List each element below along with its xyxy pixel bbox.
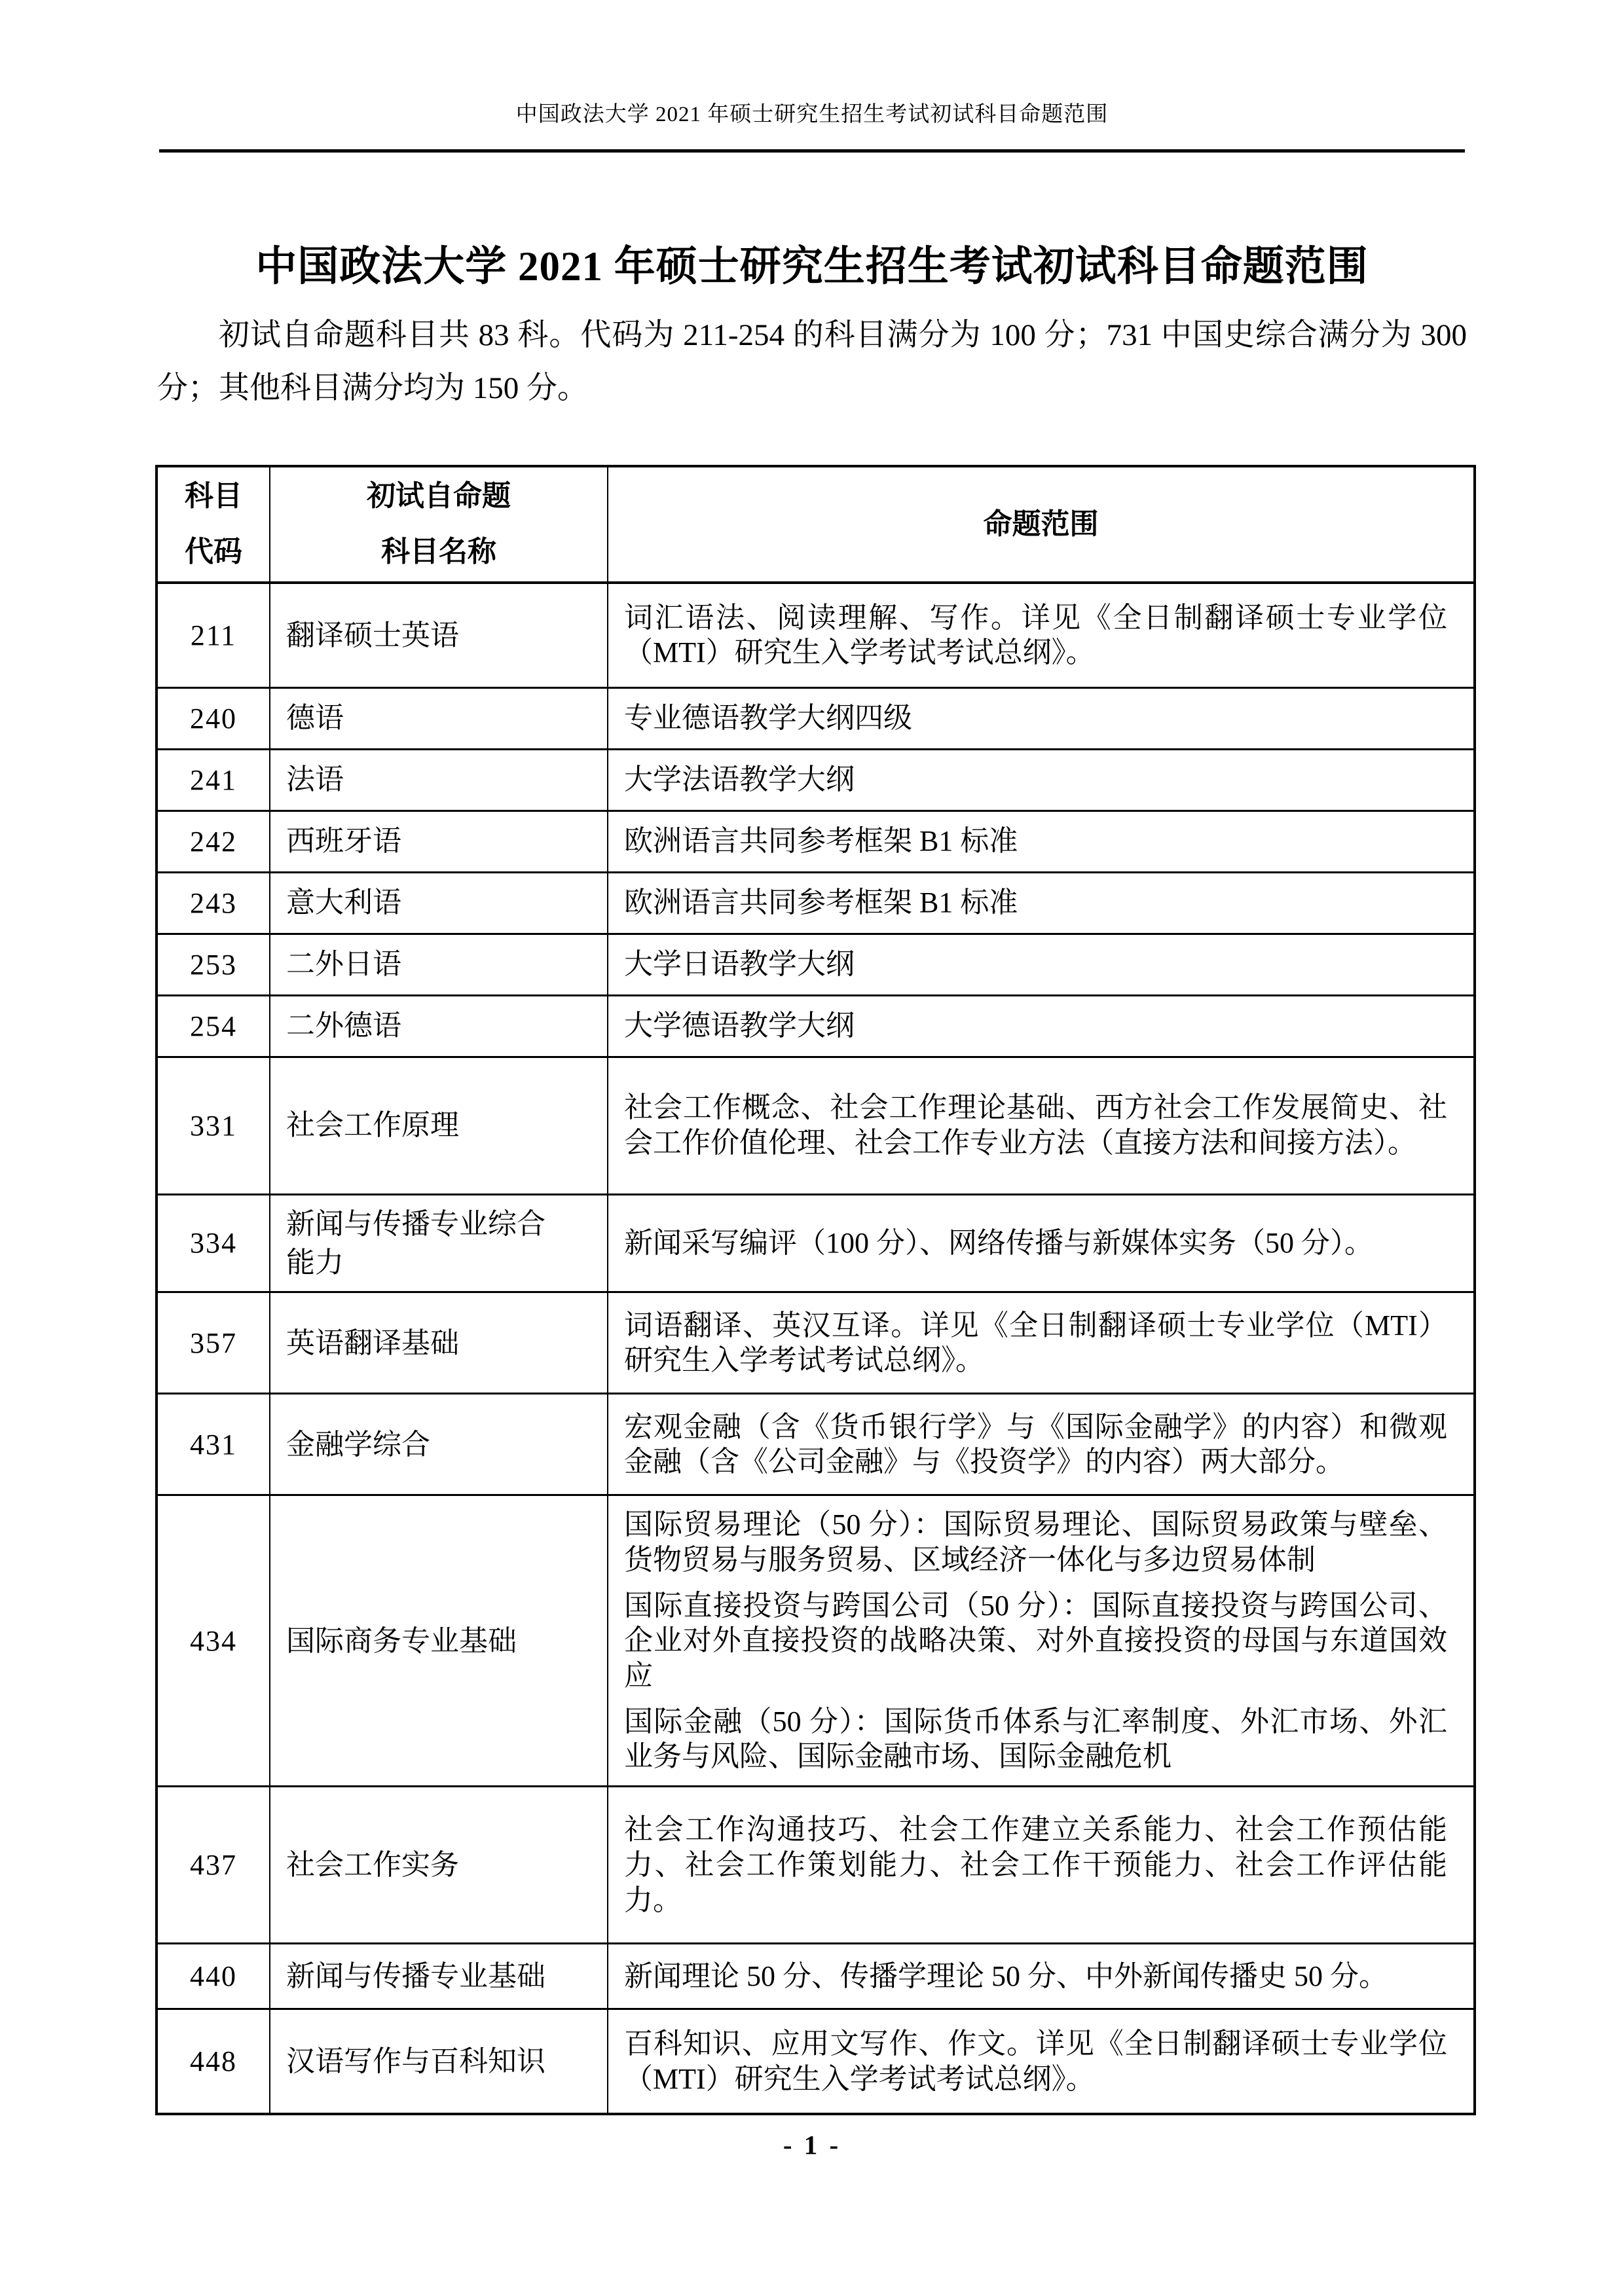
table-row (157, 1394, 1475, 1495)
scope-cell (608, 1944, 1475, 2009)
table-row (157, 1944, 1475, 2009)
header-cell-subject-code (157, 466, 270, 583)
header-cell-subject-name (270, 466, 608, 583)
scope-paragraph: 国际贸易理论（50 分）：国际贸易理论、国际贸易政策与壁垒、货物贸易与服务贸易、区域经济一体化与多边贸易体制 (624, 1508, 1447, 1576)
scope-paragraph: 词语翻译、英汉互译。详见《全日制翻译硕士专业学位（MTI）研究生入学考试考试总纲》。 (624, 1309, 1447, 1377)
scope-cell (608, 749, 1475, 811)
header-code-line1: 科目 (185, 480, 242, 513)
scope-cell (608, 687, 1475, 749)
scope-paragraph: 新闻采写编评（100 分）、网络传播与新媒体实务（50 分）。 (624, 1227, 1373, 1260)
table-row (157, 2009, 1475, 2114)
subject-name-cell: 德语 (270, 687, 608, 749)
subject-code-cell: 431 (157, 1394, 270, 1495)
subject-code-cell: 243 (157, 872, 270, 934)
subject-name-cell: 新闻与传播专业基础 (270, 1944, 608, 2009)
subject-name-cell: 新闻与传播专业综合能力 (270, 1194, 608, 1292)
scope-cell (608, 934, 1475, 995)
scope-paragraph: 社会工作概念、社会工作理论基础、西方社会工作发展简史、社会工作价值伦理、社会工作专业方法（直接方法和间接方法）。 (624, 1091, 1447, 1159)
scope-paragraph: 宏观金融（含《货币银行学》与《国际金融学》的内容）和微观金融（含《公司金融》与《投资学》的内容）两大部分。 (624, 1410, 1447, 1478)
subject-name-cell: 西班牙语 (270, 811, 608, 872)
subject-name-cell: 法语 (270, 749, 608, 811)
scope-paragraph: 大学德语教学大纲 (624, 1010, 855, 1042)
table-row (157, 687, 1475, 749)
table-row (157, 1194, 1475, 1292)
table-header (157, 466, 1475, 583)
running-header: 中国政法大学 2021 年硕士研究生招生考试初试科目命题范围 (515, 103, 1109, 126)
subject-name-cell: 翻译硕士英语 (270, 583, 608, 687)
scope-paragraph: 社会工作沟通技巧、社会工作建立关系能力、社会工作预估能力、社会工作策划能力、社会工作干预能力、社会工作评估能力。 (624, 1813, 1447, 1916)
header-rule (159, 149, 1465, 153)
scope-cell (608, 2009, 1475, 2114)
scope-paragraph: 大学法语教学大纲 (624, 763, 855, 796)
scope-paragraph: 新闻理论 50 分、传播学理论 50 分、中外新闻传播史 50 分。 (624, 1959, 1388, 1992)
scope-paragraph: 大学日语教学大纲 (624, 948, 855, 981)
scope-paragraph: 欧洲语言共同参考框架 B1 标准 (624, 825, 1018, 858)
table-header-row (157, 466, 1475, 583)
table-row (157, 995, 1475, 1057)
subject-name-cell: 金融学综合 (270, 1394, 608, 1495)
scope-cell (608, 583, 1475, 687)
subject-code-cell: 334 (157, 1194, 270, 1292)
subject-name-cell: 意大利语 (270, 872, 608, 934)
table-row (157, 749, 1475, 811)
subject-name-cell: 英语翻译基础 (270, 1292, 608, 1394)
subject-code-cell: 253 (157, 934, 270, 995)
subject-code-cell: 434 (157, 1495, 270, 1787)
scope-paragraph: 国际金融（50 分）：国际货币体系与汇率制度、外汇市场、外汇业务与风险、国际金融市场、国际金融危机 (624, 1705, 1447, 1773)
table-row (157, 1787, 1475, 1944)
table-row (157, 872, 1475, 934)
subject-name-cell: 国际商务专业基础 (270, 1495, 608, 1787)
subject-name-cell: 二外德语 (270, 995, 608, 1057)
scope-paragraph: 国际直接投资与跨国公司（50 分）：国际直接投资与跨国公司、企业对外直接投资的战略决策、对外直接投资的母国与东道国效应 (624, 1589, 1447, 1692)
subject-code-cell: 241 (157, 749, 270, 811)
header-code-line2: 代码 (185, 536, 242, 568)
scope-paragraph: 专业德语教学大纲四级 (624, 702, 912, 735)
subject-code-cell: 440 (157, 1944, 270, 2009)
header-name-line1: 初试自命题 (367, 480, 511, 513)
subject-code-cell: 357 (157, 1292, 270, 1394)
subject-code-cell: 437 (157, 1787, 270, 1944)
scope-cell (608, 872, 1475, 934)
table-row (157, 1057, 1475, 1194)
scope-cell (608, 811, 1475, 872)
scope-cell (608, 995, 1475, 1057)
subject-code-cell: 211 (157, 583, 270, 687)
intro-paragraph: 初试自命题科目共 83 科。代码为 211-254 的科目满分为 100 分；731 中国史综合满分为 300 分；其他科目满分均为 150 分。 (157, 318, 1467, 405)
scope-cell (608, 1057, 1475, 1194)
table-row (157, 811, 1475, 872)
subject-name-cell: 二外日语 (270, 934, 608, 995)
header-cell-scope (608, 466, 1475, 583)
scope-cell (608, 1394, 1475, 1495)
subject-code-cell: 331 (157, 1057, 270, 1194)
scope-paragraph: 百科知识、应用文写作、作文。详见《全日制翻译硕士专业学位（MTI）研究生入学考试考试总纲》。 (624, 2027, 1447, 2095)
scope-cell (608, 1787, 1475, 1944)
subject-code-cell: 242 (157, 811, 270, 872)
table-row (157, 934, 1475, 995)
scope-cell (608, 1194, 1475, 1292)
subject-name-cell: 汉语写作与百科知识 (270, 2009, 608, 2114)
table-row (157, 1292, 1475, 1394)
table-row (157, 1495, 1475, 1787)
subject-name-cell: 社会工作实务 (270, 1787, 608, 1944)
table-row (157, 583, 1475, 687)
scope-paragraph: 欧洲语言共同参考框架 B1 标准 (624, 886, 1018, 919)
table-body (157, 583, 1475, 2114)
header-name-line2: 科目名称 (381, 536, 496, 568)
subject-name-cell: 社会工作原理 (270, 1057, 608, 1194)
page-number: - 1 - (783, 2130, 841, 2160)
subject-code-cell: 240 (157, 687, 270, 749)
subject-code-cell: 448 (157, 2009, 270, 2114)
subjects-table (155, 465, 1476, 2115)
scope-cell (608, 1495, 1475, 1787)
scope-cell (608, 1292, 1475, 1394)
page-title: 中国政法大学 2021 年硕士研究生招生考试初试科目命题范围 (255, 244, 1369, 289)
header-scope-label: 命题范围 (983, 507, 1099, 540)
subject-code-cell: 254 (157, 995, 270, 1057)
scope-paragraph: 词汇语法、阅读理解、写作。详见《全日制翻译硕士专业学位（MTI）研究生入学考试考试总纲》。 (624, 601, 1447, 669)
